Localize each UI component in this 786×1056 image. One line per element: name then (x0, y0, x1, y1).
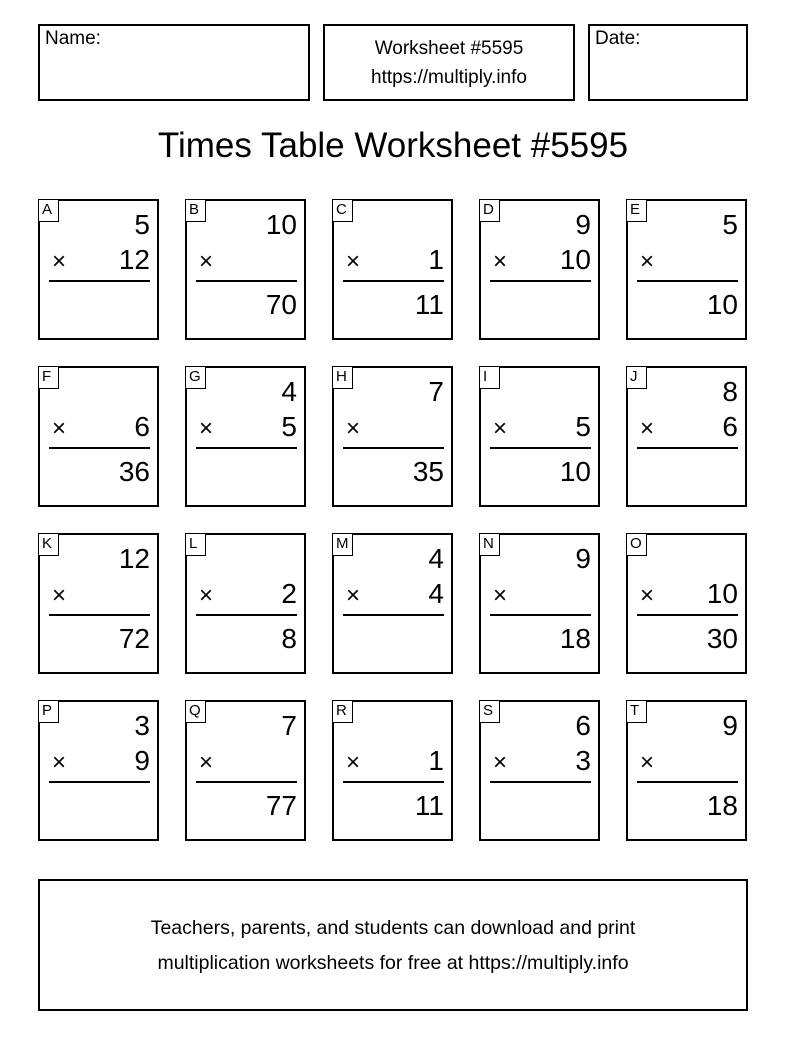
product: 11 (414, 289, 444, 320)
worksheet-info-box (323, 24, 575, 101)
second-factor: 4 (428, 578, 444, 609)
first-factor: 7 (281, 710, 297, 741)
page-title: Times Table Worksheet #5595 (157, 126, 629, 165)
second-factor: 3 (575, 745, 591, 776)
product: 70 (265, 289, 297, 320)
problem-letter: L (185, 533, 206, 556)
worksheet-number: Worksheet #5595 (374, 38, 524, 59)
second-factor: 2 (281, 578, 297, 609)
problem-letter: M (332, 533, 353, 556)
product: 18 (559, 623, 591, 654)
first-factor: 4 (281, 376, 297, 407)
problem-letter: R (332, 700, 353, 723)
first-factor: 7 (428, 376, 444, 407)
problem-letter: O (626, 533, 647, 556)
answer-line (490, 614, 591, 616)
footer-line-2: multiplication worksheets for free at https://multiply.info (157, 952, 629, 974)
first-factor: 6 (575, 710, 591, 741)
problem-h[interactable] (332, 366, 453, 507)
answer-line (196, 447, 297, 449)
multiply-sign: × (52, 415, 67, 442)
answer-line (343, 280, 444, 282)
second-factor: 1 (428, 244, 444, 275)
multiply-sign: × (199, 749, 214, 776)
problem-letter: P (38, 700, 59, 723)
problem-m[interactable] (332, 533, 453, 674)
answer-line (490, 781, 591, 783)
multiply-sign: × (493, 415, 508, 442)
problem-i[interactable] (479, 366, 600, 507)
problem-letter: T (626, 700, 647, 723)
name-label: Name: (45, 28, 101, 49)
problem-letter: A (38, 199, 59, 222)
first-factor: 3 (134, 710, 150, 741)
second-factor: 6 (722, 411, 738, 442)
multiply-sign: × (493, 248, 508, 275)
first-factor: 9 (575, 209, 591, 240)
answer-line (637, 614, 738, 616)
problem-letter: E (626, 199, 647, 222)
answer-line (490, 447, 591, 449)
product: 72 (118, 623, 150, 654)
problem-n[interactable] (479, 533, 600, 674)
second-factor: 5 (281, 411, 297, 442)
answer-line (49, 280, 150, 282)
answer-line (637, 447, 738, 449)
first-factor: 5 (134, 209, 150, 240)
answer-line (196, 280, 297, 282)
multiply-sign: × (52, 582, 67, 609)
answer-line (343, 447, 444, 449)
problem-p[interactable] (38, 700, 159, 841)
problem-letter: C (332, 199, 353, 222)
second-factor: 10 (706, 578, 738, 609)
name-box[interactable] (38, 24, 310, 101)
first-factor: 10 (265, 209, 297, 240)
first-factor: 4 (428, 543, 444, 574)
problem-k[interactable] (38, 533, 159, 674)
problem-a[interactable] (38, 199, 159, 340)
multiply-sign: × (640, 582, 655, 609)
multiply-sign: × (493, 582, 508, 609)
multiply-sign: × (199, 582, 214, 609)
problem-letter: B (185, 199, 206, 222)
problem-q[interactable] (185, 700, 306, 841)
multiply-sign: × (346, 415, 361, 442)
product: 8 (281, 623, 297, 654)
second-factor: 6 (134, 411, 150, 442)
multiply-sign: × (199, 248, 214, 275)
product: 10 (706, 289, 738, 320)
problem-letter: D (479, 199, 500, 222)
multiply-sign: × (52, 248, 67, 275)
multiply-sign: × (52, 749, 67, 776)
problem-letter: G (185, 366, 206, 389)
first-factor: 8 (722, 376, 738, 407)
problem-d[interactable] (479, 199, 600, 340)
problem-letter: S (479, 700, 500, 723)
second-factor: 10 (559, 244, 591, 275)
answer-line (49, 781, 150, 783)
answer-line (490, 280, 591, 282)
product: 35 (412, 456, 444, 487)
problem-s[interactable] (479, 700, 600, 841)
problem-letter: J (626, 366, 647, 389)
problem-r[interactable] (332, 700, 453, 841)
problem-letter: N (479, 533, 500, 556)
date-label: Date: (595, 28, 641, 49)
second-factor: 1 (428, 745, 444, 776)
product: 30 (706, 623, 738, 654)
problem-t[interactable] (626, 700, 747, 841)
problem-letter: Q (185, 700, 206, 723)
answer-line (343, 614, 444, 616)
answer-line (196, 614, 297, 616)
answer-line (637, 280, 738, 282)
answer-line (343, 781, 444, 783)
problem-e[interactable] (626, 199, 747, 340)
problem-c[interactable] (332, 199, 453, 340)
product: 18 (706, 790, 738, 821)
answer-line (196, 781, 297, 783)
second-factor: 12 (118, 244, 150, 275)
problem-letter: H (332, 366, 353, 389)
answer-line (49, 447, 150, 449)
problem-j[interactable] (626, 366, 747, 507)
multiply-sign: × (640, 749, 655, 776)
second-factor: 5 (575, 411, 591, 442)
multiply-sign: × (346, 749, 361, 776)
multiply-sign: × (640, 415, 655, 442)
multiply-sign: × (493, 749, 508, 776)
answer-line (49, 614, 150, 616)
problem-l[interactable] (185, 533, 306, 674)
answer-line (637, 781, 738, 783)
multiply-sign: × (346, 582, 361, 609)
product: 77 (265, 790, 297, 821)
footer-line-1: Teachers, parents, and students can download and print (150, 917, 636, 939)
date-box[interactable] (588, 24, 748, 101)
multiply-sign: × (199, 415, 214, 442)
first-factor: 5 (722, 209, 738, 240)
multiply-sign: × (640, 248, 655, 275)
first-factor: 9 (722, 710, 738, 741)
problem-b[interactable] (185, 199, 306, 340)
first-factor: 9 (575, 543, 591, 574)
problem-f[interactable] (38, 366, 159, 507)
first-factor: 12 (118, 543, 150, 574)
product: 11 (414, 790, 444, 821)
multiply-sign: × (346, 248, 361, 275)
problem-letter: K (38, 533, 59, 556)
worksheet-url: https://multiply.info (371, 67, 527, 88)
problem-o[interactable] (626, 533, 747, 674)
footer-box (38, 879, 748, 1011)
problem-g[interactable] (185, 366, 306, 507)
product: 36 (118, 456, 150, 487)
problem-letter: I (479, 366, 500, 389)
second-factor: 9 (134, 745, 150, 776)
problem-letter: F (38, 366, 59, 389)
product: 10 (559, 456, 591, 487)
